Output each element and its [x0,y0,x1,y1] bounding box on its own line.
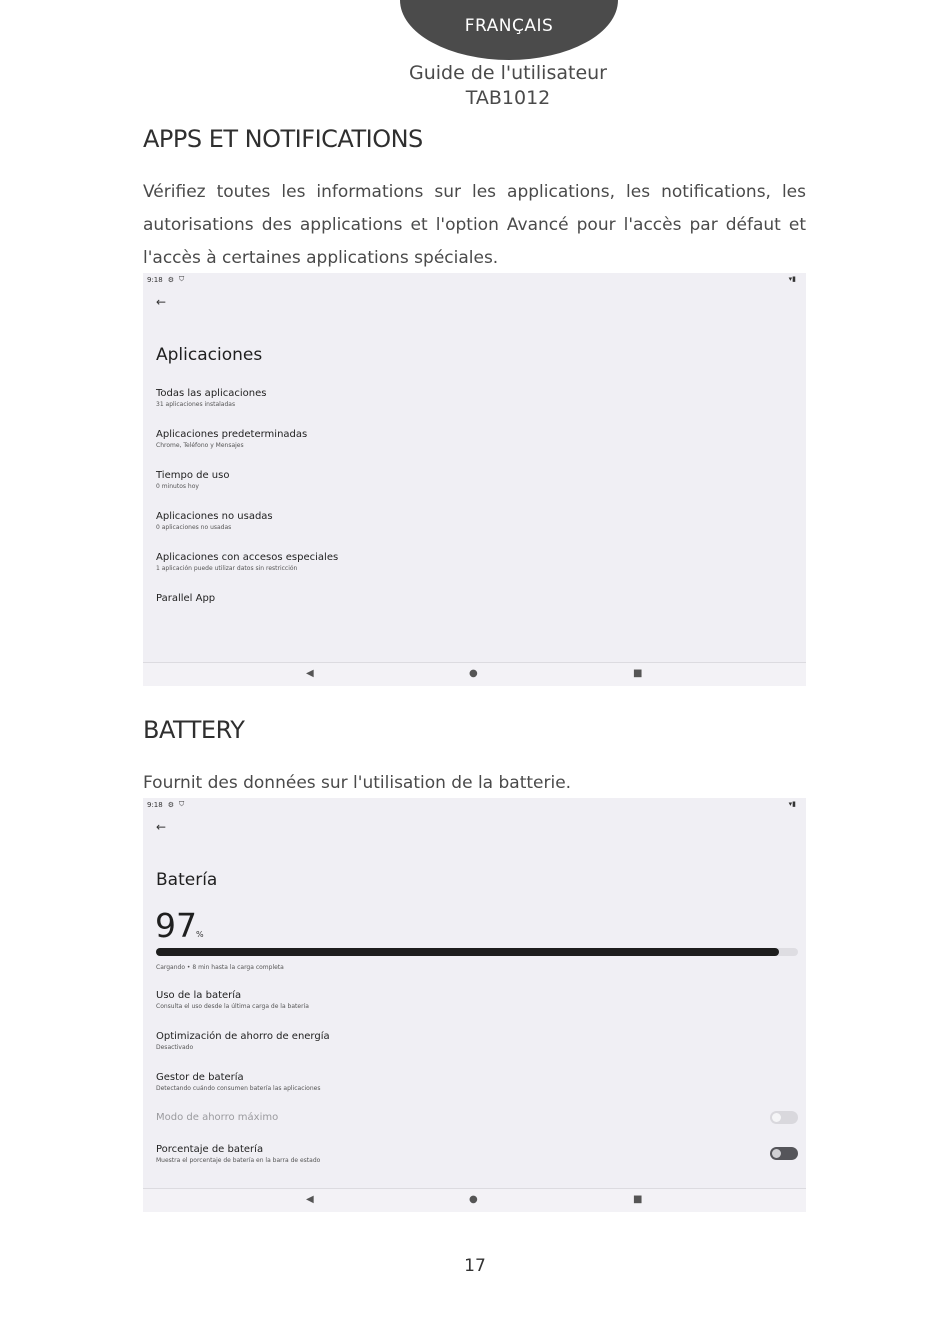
recents-square-icon[interactable]: ■ [633,1194,643,1205]
item-subtitle: Muestra el porcentaje de batería en la barra de estado [156,1157,321,1164]
home-circle-icon[interactable]: ● [469,1194,478,1205]
battery-level-bar [156,948,798,956]
toggle-knob [772,1149,781,1158]
battery-section-description: Fournit des données sur l'utilisation de la batterie. [143,773,572,793]
percent-symbol: % [196,930,204,939]
item-subtitle: Consulta el uso desde la última carga de la batería [156,1003,309,1010]
item-subtitle: Chrome, Teléfono y Mensajes [156,442,244,449]
page-number: 17 [464,1256,486,1276]
list-item[interactable] [156,1072,320,1092]
language-label: FRANÇAIS [464,16,554,36]
apps-section-description: Vérifiez toutes les informations sur les applications, les notifications, les autorisations des applications et l'option Avancé pour l'accès par défaut et l'accès à certaines applications spéciales. [143,182,806,268]
list-item[interactable] [156,1031,330,1051]
back-arrow-icon[interactable]: ← [156,820,167,834]
item-title: Aplicaciones no usadas [156,511,273,522]
battery-section-title: BATTERY [143,716,245,744]
item-subtitle: 0 aplicaciones no usadas [156,524,232,531]
gear-icon: ⚙ [167,800,175,809]
item-title: Porcentaje de batería [156,1144,264,1155]
max-saver-label: Modo de ahorro máximo [156,1112,279,1123]
list-item[interactable] [156,511,273,531]
charging-text: Cargando • 8 min hasta la carga completa [156,964,284,971]
item-title: Todas las aplicaciones [156,388,267,399]
item-subtitle: 31 aplicaciones instaladas [156,401,236,408]
home-circle-icon[interactable]: ● [469,668,478,679]
guide-title: Guide de l'utilisateur [409,62,607,84]
item-title: Optimización de ahorro de energía [156,1031,330,1042]
back-arrow-icon[interactable]: ← [156,295,167,309]
list-item[interactable] [156,470,229,490]
wifi-battery-icon: ▾▮ [788,800,796,808]
item-subtitle: Desactivado [156,1044,194,1051]
battery-percent: 97 [155,906,197,945]
list-item[interactable] [156,429,307,449]
navigation-bar [143,662,806,686]
charging-status [156,962,284,971]
toggle-knob [772,1113,781,1122]
shield-icon: ⛉ [179,800,185,808]
item-title: Aplicaciones con accesos especiales [156,552,339,563]
max-saver-row [156,1112,278,1123]
item-subtitle: 1 aplicación puede utilizar datos sin restricción [156,565,298,572]
battery-level-fill [156,948,779,956]
navigation-bar [143,1188,806,1212]
item-title: Uso de la batería [156,990,242,1001]
gear-icon: ⚙ [167,275,175,284]
status-bar-left [147,275,184,284]
battery-percentage-toggle[interactable] [770,1147,798,1160]
list-item[interactable] [156,552,338,572]
recents-square-icon[interactable]: ■ [633,668,643,679]
item-title: Aplicaciones predeterminadas [156,429,308,440]
status-time: 9:18 [147,800,163,809]
screen-title: Aplicaciones [156,345,263,365]
status-bar-left [147,800,184,809]
item-title: Tiempo de uso [156,470,230,481]
list-item[interactable] [156,990,309,1010]
wifi-battery-icon: ▾▮ [788,275,796,283]
max-saver-toggle[interactable] [770,1111,798,1124]
status-time: 9:18 [147,275,163,284]
item-title: Parallel App [156,593,216,604]
list-item[interactable] [156,593,215,604]
apps-section-title: APPS ET NOTIFICATIONS [143,125,423,153]
list-item[interactable] [156,388,266,408]
shield-icon: ⛉ [179,275,185,283]
guide-header [400,61,616,111]
item-subtitle: 0 minutos hoy [156,483,199,490]
screen-title: Batería [156,870,218,890]
guide-model: TAB1012 [465,87,551,109]
item-title: Gestor de batería [156,1072,244,1083]
back-triangle-icon[interactable]: ◀ [306,1194,314,1205]
item-subtitle: Detectando cuándo consumen batería las aplicaciones [156,1085,321,1092]
battery-screenshot [143,798,806,1212]
apps-screenshot [143,273,806,686]
list-item[interactable] [156,1144,320,1164]
back-triangle-icon[interactable]: ◀ [306,668,314,679]
